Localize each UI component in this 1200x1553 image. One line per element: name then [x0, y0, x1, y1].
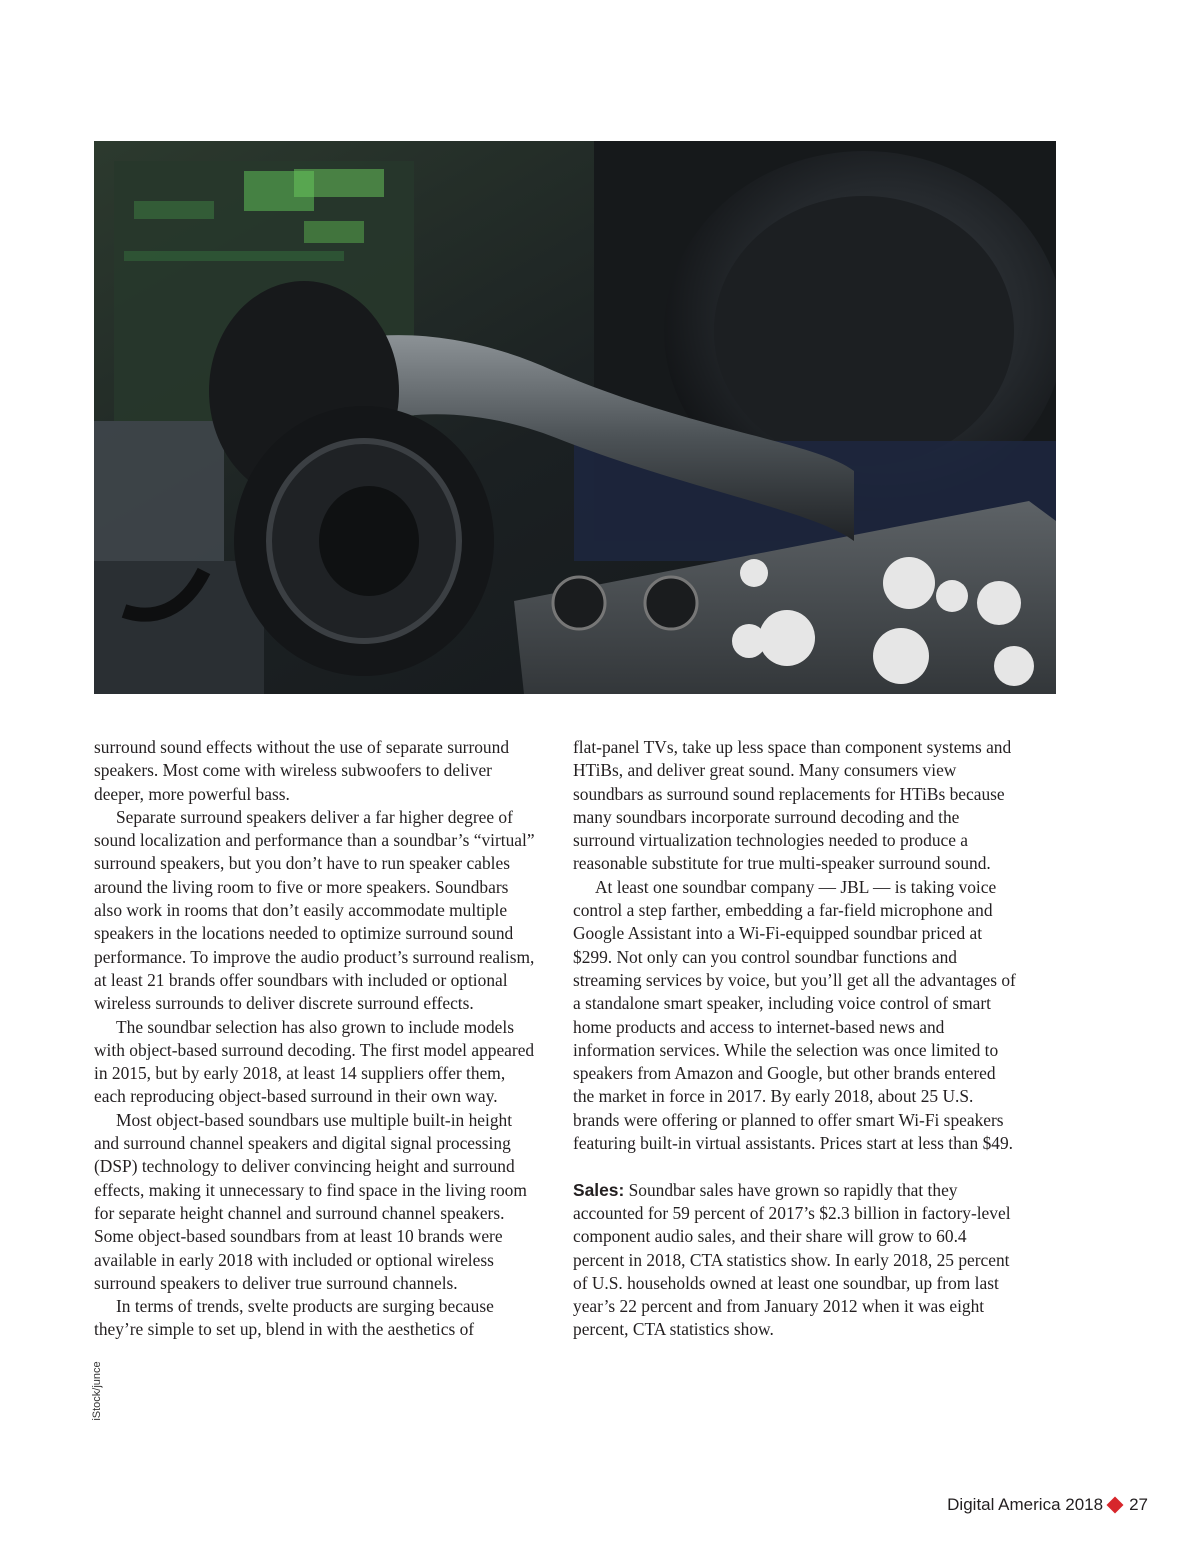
- paragraph: surround sound effects without the use of separate surround speakers. Most come with wireless subwoofers to deliver deeper, more powerful bass.: [94, 737, 510, 804]
- sales-paragraph: [573, 1179, 1021, 1342]
- paragraph: At least one soundbar company — JBL — is taking voice control a step farther, embedding a far-field microphone and Google Assistant into a Wi-Fi-equipped soundbar priced at $299. Not only can you control soundbar functions and streaming services by voice, but you’ll get all the advantages of a standalone smart speaker, including voice control of smart home products and access to internet-based news and information services. While the selection was once limited to speakers from Amazon and Google, but other brands entered the market in force in 2017. By early 2018, about 25 U.S. brands were offering or planned to offer smart Wi-Fi speakers featuring built-in virtual assistants. Prices start at less than $49.: [573, 876, 1016, 1154]
- page-footer: [947, 1495, 1148, 1515]
- left-column: [94, 736, 538, 1342]
- paragraph: The soundbar selection has also grown to include models with object-based surround decoding. The first model appeared in 2015, but by early 2018, at least 14 suppliers offer them, each reproducing object-based surround in their own way.: [94, 1016, 535, 1107]
- paragraph: Most object-based soundbars use multiple built-in height and surround channel speakers and digital signal processing (DSP) technology to deliver convincing height and surround effects, making it unnecessary to find space in the living room for separate height channel and surround channel speakers. Some object-based soundbars from at least 10 brands were available in early 2018 with included or optional wireless surround speakers to deliver true surround channels.: [94, 1109, 527, 1293]
- publication-title: Digital America 2018: [947, 1495, 1104, 1514]
- photo-credit: iStock/junce: [91, 1361, 103, 1421]
- right-column: [573, 736, 1021, 1342]
- paragraph: In terms of trends, svelte products are surging because they’re simple to set up, blend in with the aesthetics of: [94, 1296, 494, 1340]
- headphones-audio-interface-photo-icon: [94, 141, 1056, 694]
- sales-heading: Sales:: [573, 1179, 625, 1200]
- headphones-photo: [94, 141, 1056, 694]
- paragraph: Separate surround speakers deliver a far higher degree of sound localization and performance than a soundbar’s “virtual” surround speakers, but you don’t have to run speaker cables around the living room to five or more speakers. Soundbars also work in rooms that don’t easily accommodate multiple speakers in the locations needed to optimize surround sound performance. To improve the audio product’s surround realism, at least 21 brands offer soundbars with included or optional wireless surrounds to deliver discrete surround effects.: [94, 806, 535, 1014]
- paragraph: flat-panel TVs, take up less space than component systems and HTiBs, and deliver great sound. Many consumers view soundbars as surround sound replacements for HTiBs because many soundbars incorporate surround decoding and the surround virtualization technologies needed to produce a reasonable substitute for true multi-speaker surround sound.: [573, 737, 1012, 874]
- diamond-icon: [1107, 1497, 1124, 1514]
- sales-text: Soundbar sales have grown so rapidly that they accounted for 59 percent of 2017’s $2.3 billion in factory-level component audio sales, and their share will grow to 60.4 percent in 2018, CTA statistics show. In early 2018, 25 percent of U.S. households owned at least one soundbar, up from last year’s 22 percent and from January 2012 when it was eight percent, CTA statistics show.: [573, 1179, 1011, 1340]
- page-number: 27: [1129, 1495, 1148, 1514]
